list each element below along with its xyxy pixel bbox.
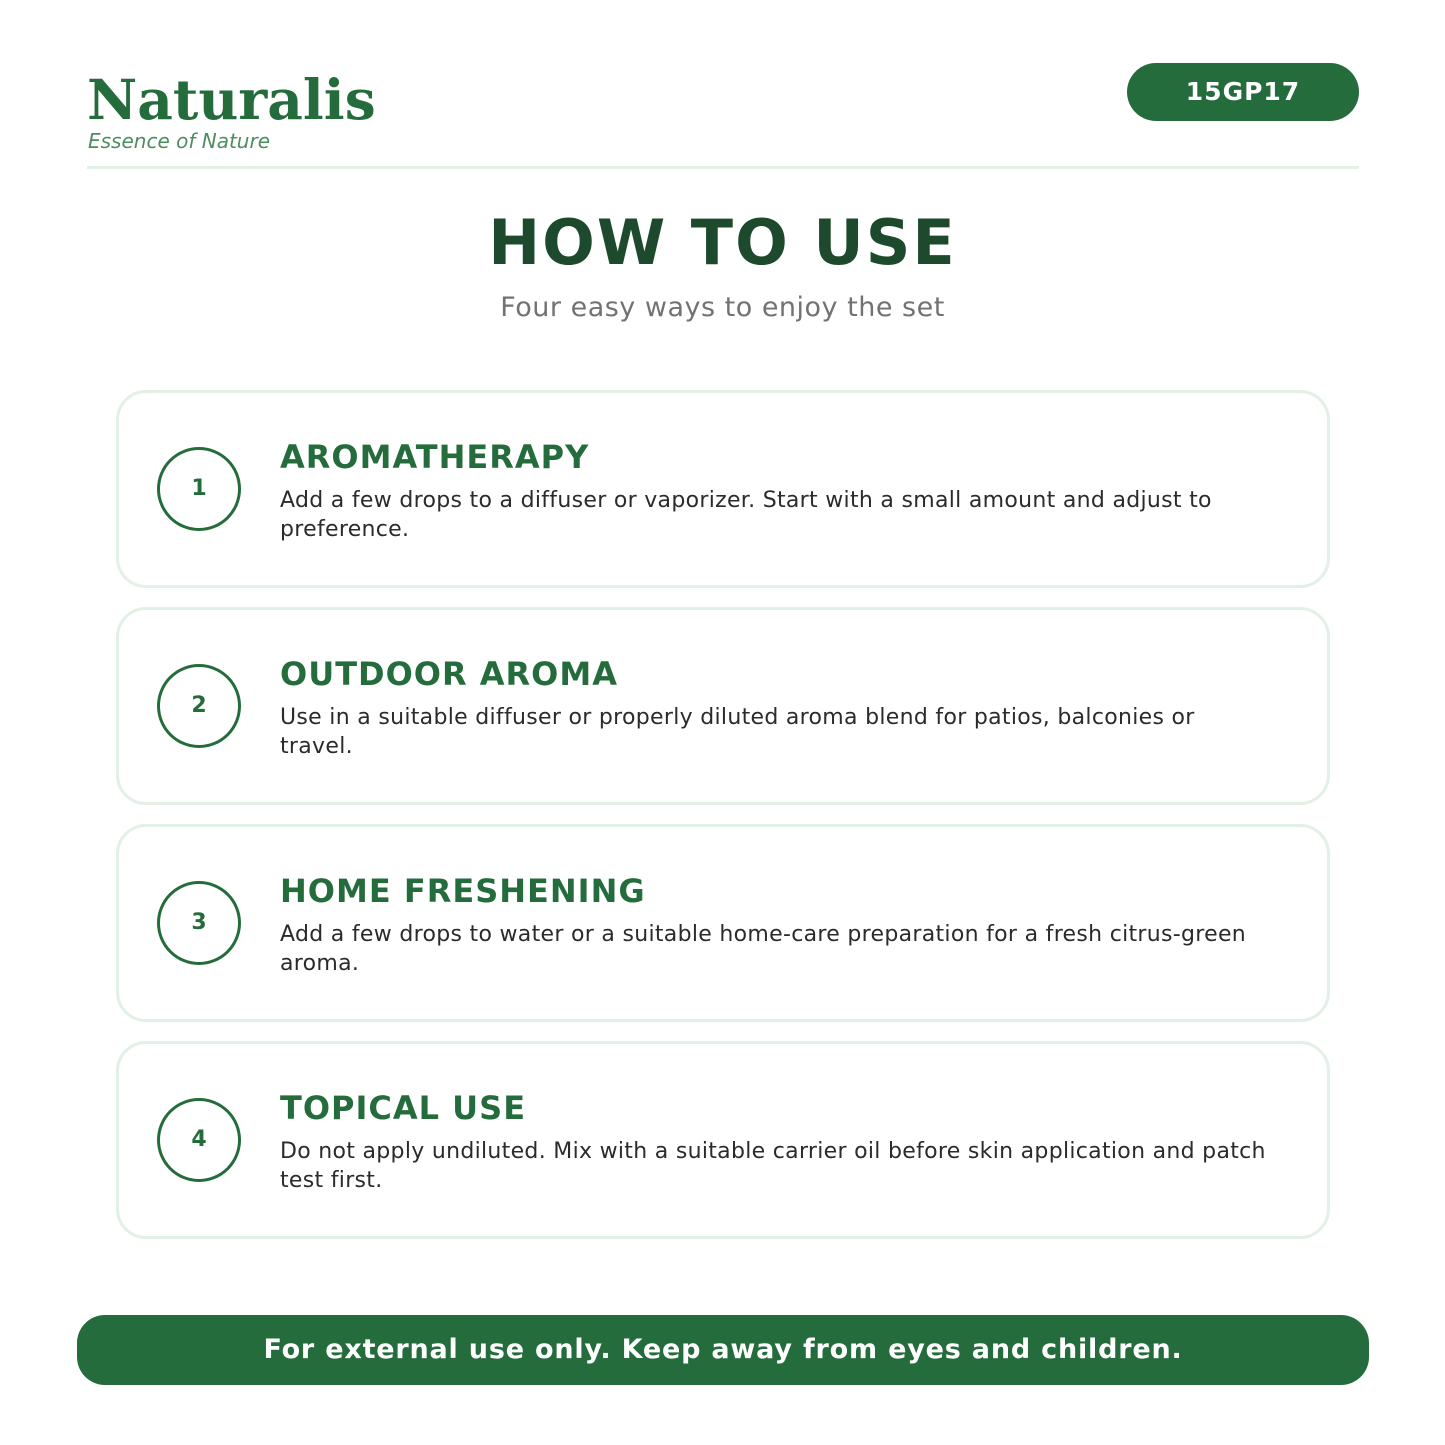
steps-list xyxy=(116,390,1330,1258)
brand-tagline: Essence of Nature xyxy=(88,129,271,153)
step-title: HOME FRESHENING xyxy=(280,872,646,910)
step-card-topical-use xyxy=(116,1041,1330,1239)
step-description: Use in a suitable diffuser or properly diluted aroma blend for patios, balconies or travel. xyxy=(280,705,1195,759)
step-description: Add a few drops to water or a suitable home-care preparation for a fresh citrus-green aroma. xyxy=(280,922,1247,976)
page-title: HOW TO USE xyxy=(488,206,957,279)
step-title: AROMATHERAPY xyxy=(280,438,590,476)
header xyxy=(87,60,1359,169)
step-description: Do not apply undiluted. Mix with a suitable carrier oil before skin application and patch test first. xyxy=(280,1139,1266,1193)
step-number-badge: 4 xyxy=(157,1098,241,1182)
product-code-badge: 15GP17 xyxy=(1127,63,1359,121)
step-title: OUTDOOR AROMA xyxy=(280,655,618,693)
step-card-home-freshening xyxy=(116,824,1330,1022)
step-description: Add a few drops to a diffuser or vaporizer. Start with a small amount and adjust to preference. xyxy=(280,488,1212,542)
step-number-badge: 2 xyxy=(157,664,241,748)
step-number-badge: 1 xyxy=(157,447,241,531)
step-card-aromatherapy xyxy=(116,390,1330,588)
step-title: TOPICAL USE xyxy=(280,1089,527,1127)
step-number-badge: 3 xyxy=(157,881,241,965)
brand-name: Naturalis xyxy=(87,67,376,132)
page-subtitle: Four easy ways to enjoy the set xyxy=(500,292,945,323)
safety-warning-banner: For external use only. Keep away from eyes and children. xyxy=(77,1315,1369,1385)
step-card-outdoor-aroma xyxy=(116,607,1330,805)
